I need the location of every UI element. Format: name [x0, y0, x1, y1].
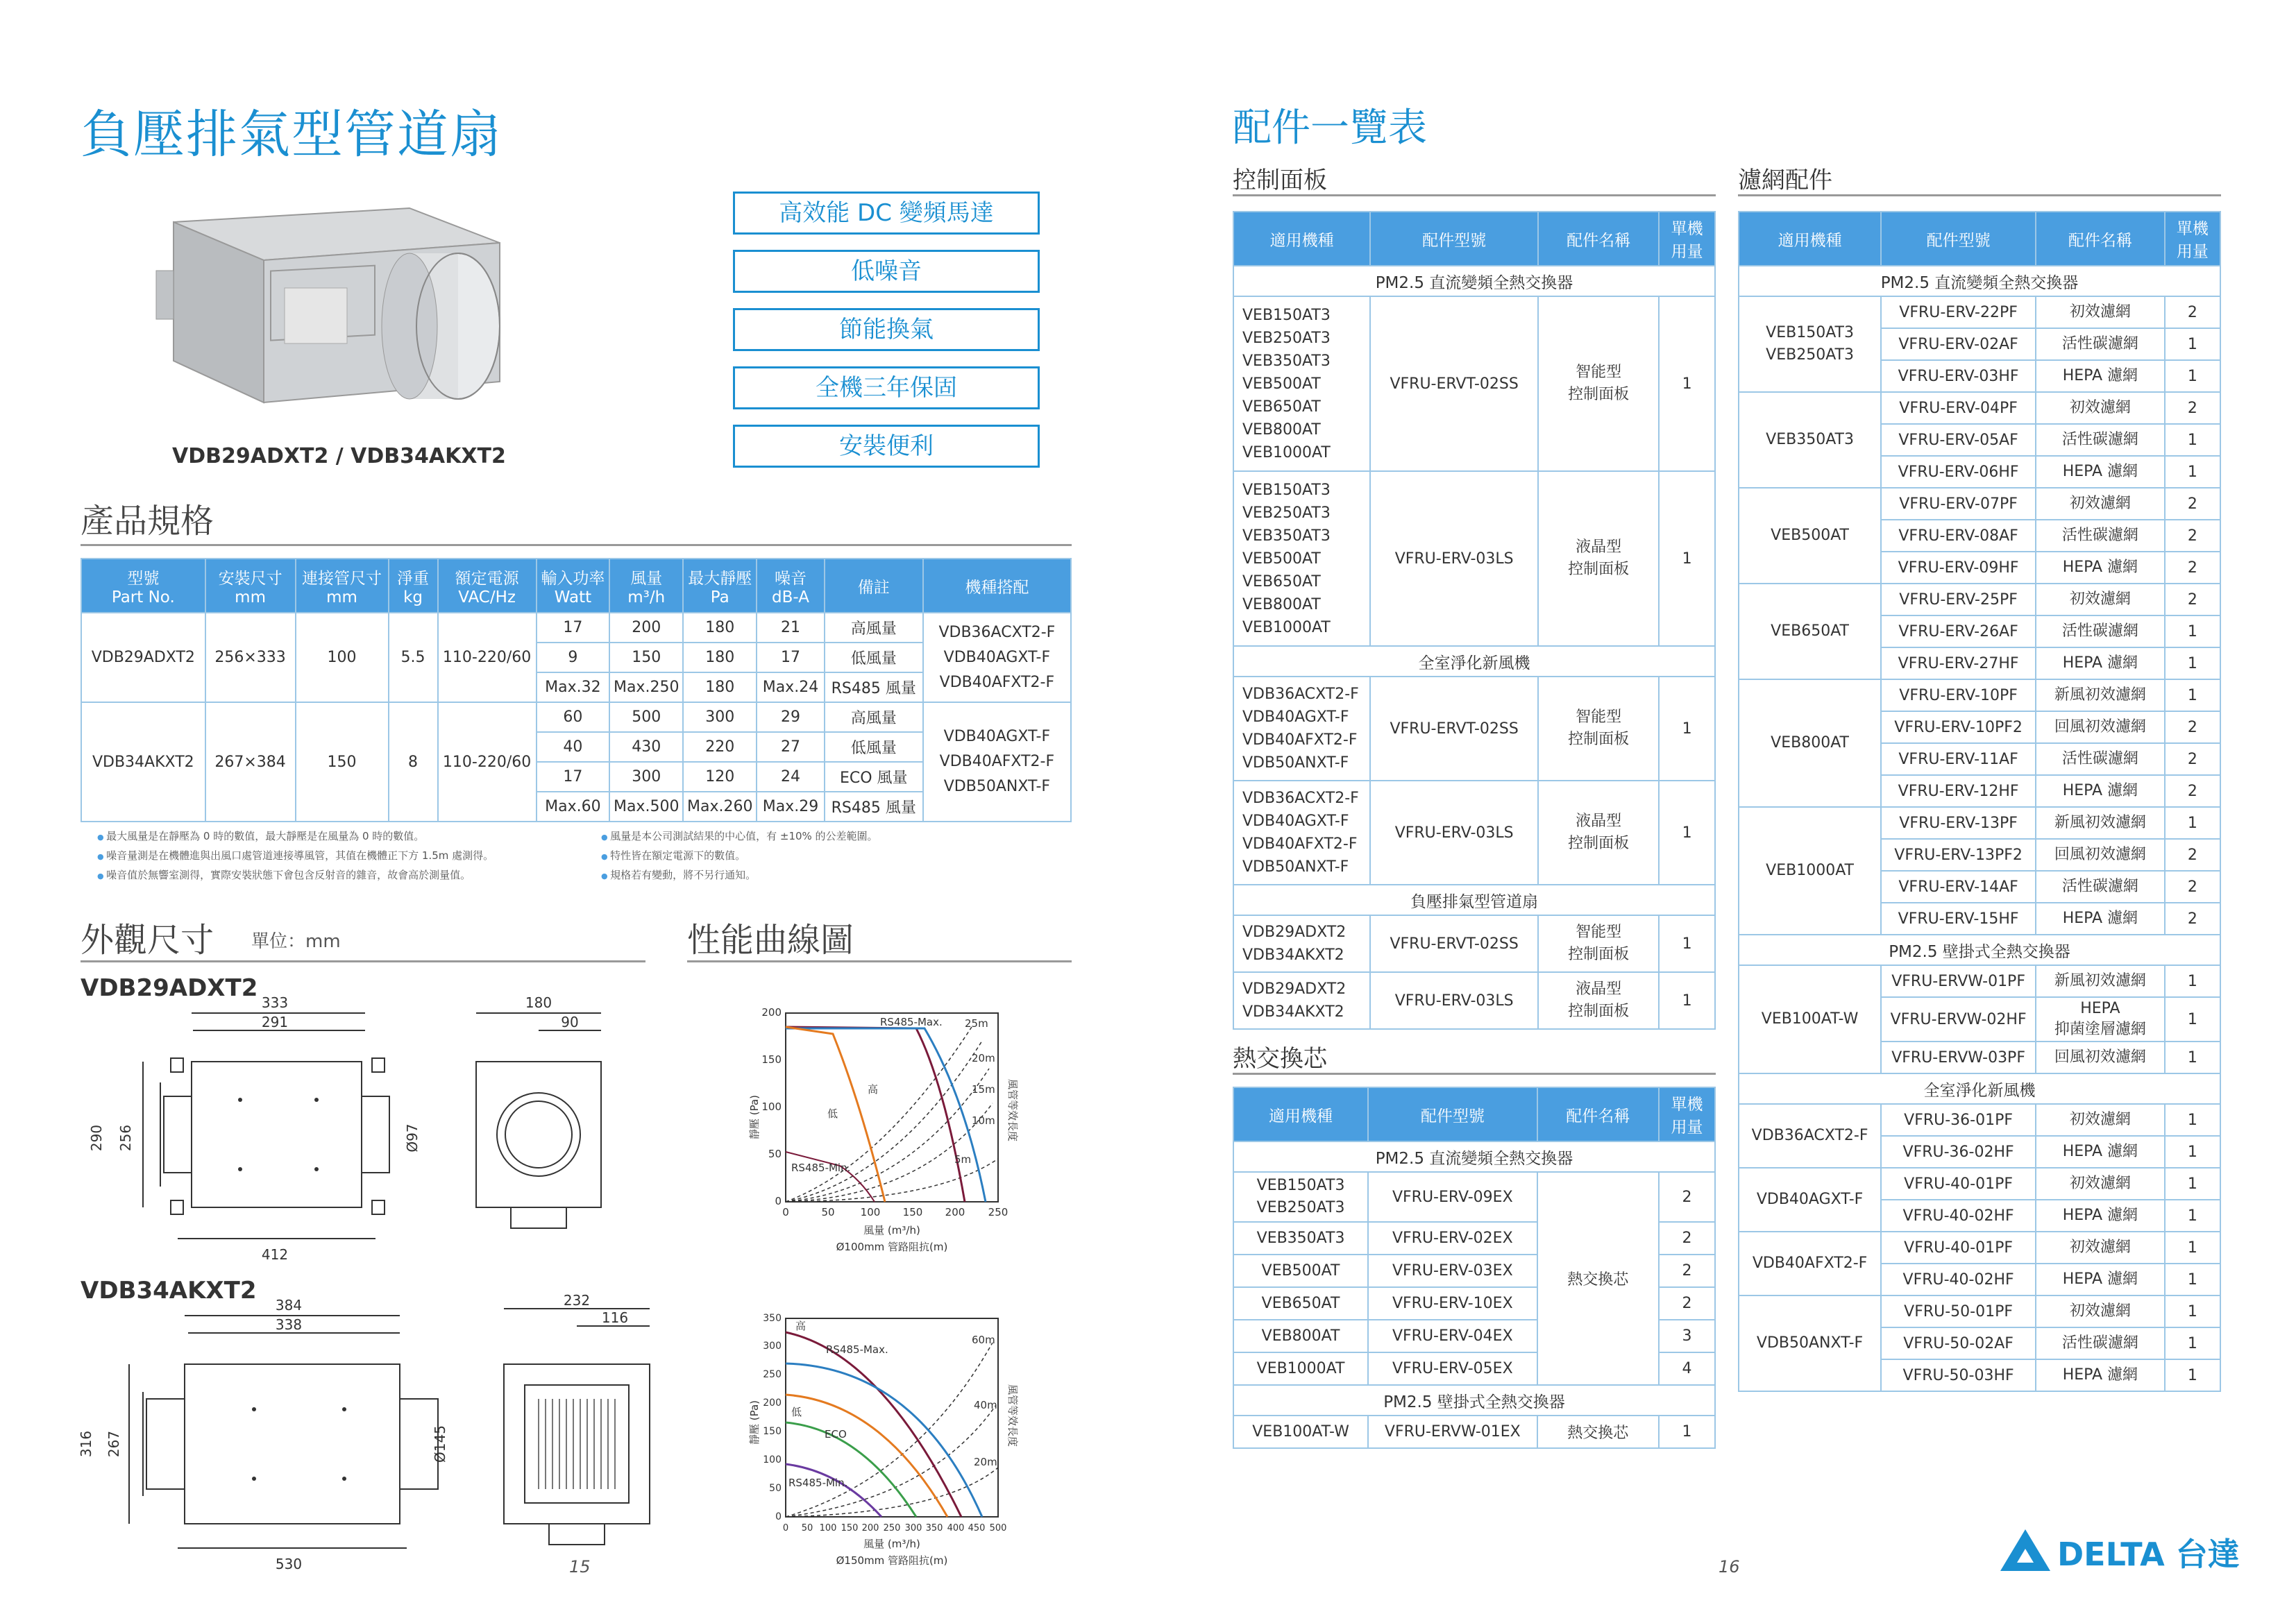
table-row: VFRU-ERV-13PF2 回風初效濾網 2 [1739, 839, 2220, 871]
chart-b-side: 風管等效長度 [1006, 1384, 1019, 1447]
svg-text:400: 400 [947, 1523, 965, 1533]
curve-b-label-max: RS485-Max. [826, 1343, 888, 1356]
dim-a-base: 412 [261, 1246, 289, 1263]
dim-a-side-in: 90 [561, 1014, 579, 1030]
feature-energy-saving: 節能換氣 [733, 308, 1040, 351]
chart-a-side: 風管等效長度 [1006, 1078, 1019, 1142]
spec-header: 風量 m³/h [609, 559, 683, 613]
table-row: VEB150AT3 VEB250AT3 VEB350AT3 VEB500AT VEB650AT VEB800AT VEB1000AT VFRU-ERV-03LS 液晶型 控制面板 1 [1233, 471, 1715, 646]
dim-title: 外觀尺寸 [81, 921, 214, 960]
svg-text:350: 350 [925, 1523, 943, 1533]
pipe-a-25: 25m [965, 1017, 988, 1030]
svg-text:100: 100 [860, 1206, 881, 1218]
table-row: VEB1000AT VFRU-ERV-05EX 4 [1233, 1352, 1715, 1385]
svg-text:200: 200 [761, 1006, 782, 1019]
chart-a-xnote: Ø100mm 管路阻抗(m) [836, 1241, 948, 1253]
svg-text:100: 100 [819, 1523, 837, 1533]
table-row: 17 300 120 24 ECO 風量 [81, 762, 1071, 792]
dim-b-side-in: 116 [601, 1309, 629, 1326]
svg-text:300: 300 [763, 1341, 782, 1352]
logo-text: DELTA 台達 [2057, 1536, 2240, 1573]
spec-header: 噪音 dB-A [757, 559, 824, 613]
page-title-left: 負壓排氣型管道扇 [81, 105, 503, 164]
filter-title: 濾網配件 [1738, 167, 1832, 194]
table-header: 配件型號 [1370, 212, 1538, 266]
heat-title: 熱交換芯 [1233, 1045, 1327, 1073]
table-row: VDB36ACXT2-F VFRU-36-01PF 初效濾網 1 [1739, 1104, 2220, 1136]
heat-table [1233, 1087, 1716, 1449]
delta-logo [1998, 1527, 2240, 1575]
dim-b-base: 530 [275, 1556, 303, 1572]
dim-a-side-w: 180 [525, 994, 552, 1011]
chart-b-xnote: Ø150mm 管路阻抗(m) [836, 1554, 948, 1567]
table-row: VEB500AT VFRU-ERV-07PF 初效濾網 2 [1739, 488, 2220, 520]
table-row: VEB350AT3 VFRU-ERV-04PF 初效濾網 2 [1739, 392, 2220, 424]
dim-b-h1: 316 [78, 1430, 94, 1458]
table-row: VDB29ADXT2 256×333 100 5.5 110-220/60 17 200 180 21 高風量 VDB36ACXT2-F VDB40AGXT-F VDB40AFXT2-F [81, 613, 1071, 643]
table-row: VFRU-ERV-14AF 活性碳濾網 2 [1739, 871, 2220, 903]
table-row: VEB800AT VFRU-ERV-10PF 新風初效濾網 1 [1739, 679, 2220, 711]
table-row: VFRU-ERV-11AF 活性碳濾網 2 [1739, 743, 2220, 775]
spec-header: 額定電源 VAC/Hz [438, 559, 537, 613]
svg-text:100: 100 [763, 1454, 782, 1465]
svg-text:0: 0 [775, 1195, 782, 1207]
table-row: VFRU-36-02HF HEPA 濾網 1 [1739, 1136, 2220, 1168]
table-row: VFRU-ERV-06HF HEPA 濾網 1 [1739, 456, 2220, 488]
table-row: VFRU-ERV-12HF HEPA 濾網 2 [1739, 775, 2220, 807]
svg-text:250: 250 [883, 1523, 901, 1533]
curve-a-label-high: 高 [868, 1083, 879, 1096]
table-row: VEB650AT VFRU-ERV-25PF 初效濾網 2 [1739, 584, 2220, 615]
pipe-a-5: 5m [954, 1153, 972, 1166]
chart-b-xlabel: 風量 (m³/h) [863, 1538, 920, 1550]
svg-text:350: 350 [763, 1313, 782, 1324]
table-row: VEB150AT3 VEB250AT3 VEB350AT3 VEB500AT VEB650AT VEB800AT VEB1000AT VFRU-ERVT-02SS 智能型 控制面板 1 [1233, 296, 1715, 471]
table-row: Max.32 Max.250 180 Max.24 RS485 風量 [81, 672, 1071, 702]
table-row: VEB650AT VFRU-ERV-10EX 2 [1233, 1287, 1715, 1320]
table-row: VFRU-ERV-08AF 活性碳濾網 2 [1739, 520, 2220, 552]
product-image [146, 194, 534, 416]
spec-header: 連接管尺寸 mm [296, 559, 389, 613]
chart-b-ylabel: 靜壓 (Pa) [748, 1400, 761, 1445]
svg-text:150: 150 [841, 1523, 859, 1533]
dim-b-dia: Ø145 [432, 1425, 448, 1463]
pipe-b-40: 40m [974, 1399, 997, 1411]
svg-text:50: 50 [821, 1206, 835, 1218]
table-header: 配件型號 [1368, 1087, 1537, 1141]
spec-header: 機種搭配 [923, 559, 1071, 613]
table-row: VFRU-ERV-15HF HEPA 濾網 2 [1739, 903, 2220, 935]
page-title-right: 配件一覽表 [1233, 105, 1427, 151]
svg-text:450: 450 [968, 1523, 986, 1533]
table-row: VDB40AFXT2-F VFRU-40-01PF 初效濾網 1 [1739, 1232, 2220, 1264]
dim-unit: 單位：mm [251, 931, 341, 952]
svg-text:250: 250 [988, 1206, 1008, 1218]
table-row: VDB40AGXT-F VFRU-40-01PF 初效濾網 1 [1739, 1168, 2220, 1200]
table-header: 單機 用量 [1659, 1087, 1715, 1141]
table-row: VDB50ANXT-F VFRU-50-01PF 初效濾網 1 [1739, 1295, 2220, 1327]
dim-a-h2: 256 [117, 1124, 134, 1152]
table-row: VDB36ACXT2-F VDB40AGXT-F VDB40AFXT2-F VDB50ANXT-F VFRU-ERV-03LS 液晶型 控制面板 1 [1233, 781, 1715, 885]
table-row: VDB34AKXT2 267×384 150 8 110-220/60 60 500 300 29 高風量 VDB40AGXT-F VDB40AFXT2-F VDB50ANXT-F [81, 702, 1071, 732]
svg-text:500: 500 [989, 1523, 1007, 1533]
table-header: 適用機種 [1233, 212, 1370, 266]
table-header: 配件名稱 [2036, 212, 2165, 266]
table-header: 單機 用量 [1659, 212, 1715, 266]
performance-chart-a [743, 999, 1076, 1256]
section-row: PM2.5 壁掛式全熱交換器 [1233, 1385, 1715, 1416]
pipe-a-10: 10m [972, 1114, 995, 1127]
table-row: 9 150 180 17 低風量 [81, 643, 1071, 672]
dim-a-w2: 291 [261, 1014, 289, 1030]
spec-header: 淨重 kg [389, 559, 438, 613]
dim-a-h1: 290 [88, 1124, 105, 1152]
spec-header: 型號 Part No. [81, 559, 205, 613]
table-header: 配件名稱 [1537, 1087, 1659, 1141]
svg-text:150: 150 [902, 1206, 923, 1218]
spec-header: 最大靜壓 Pa [683, 559, 757, 613]
table-row: 40 430 220 27 低風量 [81, 732, 1071, 762]
svg-text:0: 0 [775, 1511, 782, 1522]
section-row: PM2.5 壁掛式全熱交換器 [1739, 935, 2220, 965]
pipe-a-15: 15m [972, 1083, 995, 1096]
table-header: 配件名稱 [1538, 212, 1659, 266]
curve-b-label-low: 低 [791, 1406, 802, 1418]
svg-text:50: 50 [768, 1148, 782, 1160]
table-header: 配件型號 [1881, 212, 2036, 266]
svg-text:100: 100 [761, 1101, 782, 1113]
table-row: VFRU-40-02HF HEPA 濾網 1 [1739, 1200, 2220, 1232]
feature-easy-install: 安裝便利 [733, 425, 1040, 468]
table-row: VFRU-ERV-10PF2 回風初效濾網 2 [1739, 711, 2220, 743]
dim-a-dia: Ø97 [404, 1123, 421, 1153]
pipe-b-20: 20m [974, 1456, 997, 1468]
section-row: PM2.5 直流變頻全熱交換器 [1233, 266, 1715, 296]
svg-text:300: 300 [904, 1523, 922, 1533]
dim-b-w1: 384 [275, 1297, 303, 1314]
spec-table [81, 558, 1072, 822]
spec-title: 產品規格 [81, 502, 214, 541]
spec-header: 備註 [825, 559, 923, 613]
page-number-right: 16 [1719, 1557, 1740, 1577]
table-row: VFRU-50-03HF HEPA 濾網 1 [1739, 1359, 2220, 1391]
table-row: VEB1000AT VFRU-ERV-13PF 新風初效濾網 1 [1739, 807, 2220, 839]
svg-text:50: 50 [769, 1483, 782, 1494]
dimension-drawing-a [81, 992, 664, 1270]
table-row: VFRU-ERV-05AF 活性碳濾網 1 [1739, 424, 2220, 456]
control-table [1233, 211, 1716, 1030]
model-caption: VDB29ADXT2 / VDB34AKXT2 [172, 444, 506, 468]
curve-b-label-min: RS485-Min. [788, 1477, 848, 1489]
svg-text:150: 150 [763, 1426, 782, 1437]
table-row: VEB500AT VFRU-ERV-03EX 2 [1233, 1255, 1715, 1287]
feature-warranty: 全機三年保固 [733, 366, 1040, 409]
section-row: PM2.5 直流變頻全熱交換器 [1233, 1141, 1715, 1172]
dim-b-w2: 338 [275, 1316, 303, 1333]
filter-table [1738, 211, 2221, 1392]
spec-header: 輸入功率 Watt [537, 559, 610, 613]
chart-a-xlabel: 風量 (m³/h) [863, 1224, 920, 1237]
table-row: VDB36ACXT2-F VDB40AGXT-F VDB40AFXT2-F VDB50ANXT-F VFRU-ERVT-02SS 智能型 控制面板 1 [1233, 677, 1715, 781]
feature-dc-motor: 高效能 DC 變頻馬達 [733, 192, 1040, 235]
table-header: 適用機種 [1739, 212, 1881, 266]
svg-text:200: 200 [945, 1206, 965, 1218]
control-title: 控制面板 [1233, 167, 1327, 194]
dimension-drawing-b [78, 1292, 664, 1586]
section-row: 全室淨化新風機 [1739, 1073, 2220, 1104]
table-row: Max.60 Max.500 Max.260 Max.29 RS485 風量 [81, 792, 1071, 822]
performance-chart-b [743, 1305, 1076, 1568]
section-row: 負壓排氣型管道扇 [1233, 885, 1715, 915]
svg-text:50: 50 [801, 1523, 813, 1533]
table-row: VEB350AT3 VFRU-ERV-02EX 2 [1233, 1222, 1715, 1255]
curve-a-label-max: RS485-Max. [880, 1016, 943, 1028]
table-row: VFRU-ERV-03HF HEPA 濾網 1 [1739, 360, 2220, 392]
curve-b-label-high: 高 [795, 1320, 807, 1332]
curve-title: 性能曲線圖 [687, 921, 854, 960]
spec-header: 安裝尺寸 mm [205, 559, 296, 613]
table-row: VEB150AT3 VEB250AT3 VFRU-ERV-09EX 熱交換芯 2 [1233, 1172, 1715, 1222]
dim-model-b: VDB34AKXT2 [81, 1277, 257, 1305]
section-row: PM2.5 直流變頻全熱交換器 [1739, 266, 2220, 296]
dim-b-h2: 267 [105, 1430, 122, 1458]
chart-a-ylabel: 靜壓 (Pa) [748, 1094, 761, 1140]
curve-a-label-min: RS485-Min. [791, 1162, 851, 1174]
svg-text:250: 250 [763, 1369, 782, 1380]
notes-left: ● 最大風量是在靜壓為 0 時的數值，最大靜壓是在風量為 0 時的數值。 ● 噪音量測是在機體進與出風口處管道連接導風管，其值在機體正下方 1.5m 處測得。 ● 噪音值於無響室測得，實際安裝狀態下會包含反射音的雜音，故會高於測量值。 [97, 827, 597, 885]
curve-b-label-eco: ECO [825, 1428, 847, 1441]
page-number-left: 15 [569, 1557, 591, 1577]
table-row: VFRU-ERV-27HF HEPA 濾網 1 [1739, 647, 2220, 679]
svg-text:150: 150 [761, 1053, 782, 1066]
table-row: VFRU-ERV-09HF HEPA 濾網 2 [1739, 552, 2220, 584]
table-row: VFRU-ERV-26AF 活性碳濾網 1 [1739, 615, 2220, 647]
svg-text:0: 0 [782, 1523, 789, 1533]
svg-text:0: 0 [782, 1206, 789, 1218]
dim-b-side-w: 232 [563, 1292, 591, 1309]
table-row: VFRU-50-02AF 活性碳濾網 1 [1739, 1327, 2220, 1359]
table-row: VEB150AT3 VEB250AT3 VFRU-ERV-22PF 初效濾網 2 [1739, 296, 2220, 328]
curve-a-label-low: 低 [827, 1107, 838, 1120]
table-row: VFRU-ERV-02AF 活性碳濾網 1 [1739, 328, 2220, 360]
table-header: 適用機種 [1233, 1087, 1368, 1141]
pipe-a-20: 20m [972, 1052, 995, 1064]
svg-text:200: 200 [763, 1397, 782, 1409]
feature-low-noise: 低噪音 [733, 250, 1040, 293]
dim-model-a: VDB29ADXT2 [81, 974, 258, 1002]
svg-text:200: 200 [861, 1523, 879, 1533]
table-row: VDB29ADXT2 VDB34AKXT2 VFRU-ERVT-02SS 智能型 控制面板 1 [1233, 915, 1715, 972]
table-header: 單機 用量 [2165, 212, 2220, 266]
table-row: VEB800AT VFRU-ERV-04EX 3 [1233, 1320, 1715, 1352]
table-row: VDB29ADXT2 VDB34AKXT2 VFRU-ERV-03LS 液晶型 控制面板 1 [1233, 972, 1715, 1029]
table-row: VFRU-ERVW-02HF HEPA 抑菌塗層濾網 1 [1739, 997, 2220, 1042]
dim-a-w1: 333 [261, 994, 289, 1011]
notes-right: ● 風量是本公司測試結果的中心值，有 ±10% 的公差範圍。 ● 特性皆在額定電源下的數值。 ● 規格若有變動，將不另行通知。 [601, 827, 1073, 885]
table-row: VEB100AT-W VFRU-ERVW-01EX 熱交換芯 1 [1233, 1416, 1715, 1448]
pipe-b-60: 60m [972, 1334, 995, 1346]
table-row: VFRU-ERVW-03PF 回風初效濾網 1 [1739, 1042, 2220, 1073]
table-row: VEB100AT-W VFRU-ERVW-01PF 新風初效濾網 1 [1739, 965, 2220, 997]
table-row: VFRU-40-02HF HEPA 濾網 1 [1739, 1264, 2220, 1295]
section-row: 全室淨化新風機 [1233, 646, 1715, 677]
